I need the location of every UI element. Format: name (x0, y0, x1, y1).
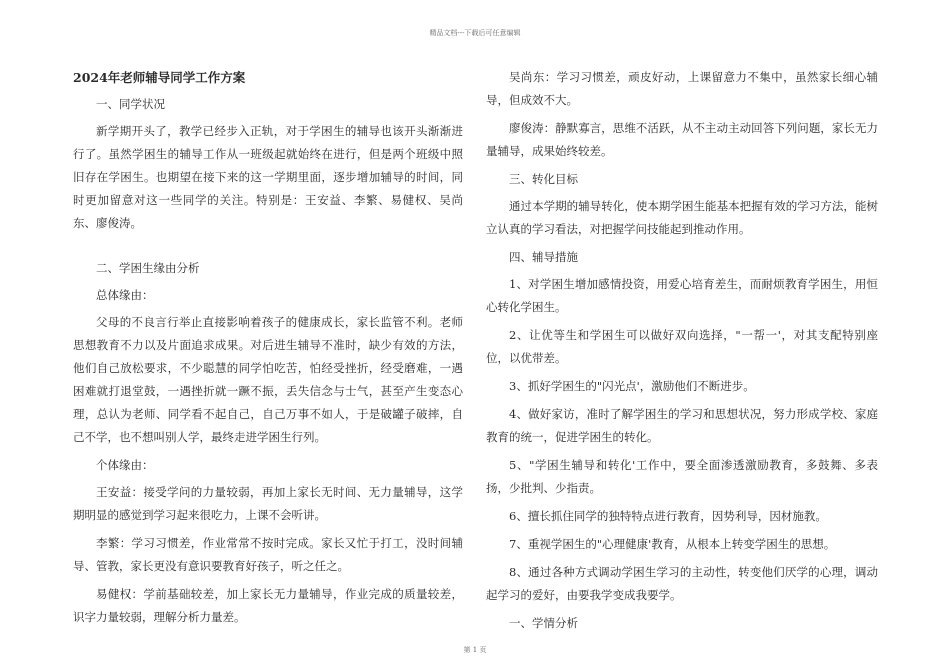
paragraph-goal: 通过本学期的辅导转化，使本期学困生能基本把握有效的学习方法，能树立认真的学习看法，对把握学问技能起到推动作用。 (486, 199, 878, 236)
paragraph-intro: 新学期开头了，教学已经步入正轨，对于学困生的辅导也该开头渐渐进行了。虽然学困生的辅导工作从一班级起就始终在进行，但是两个班级中照旧存在学困生。也期望在接下来的这一学期里面，逐步增加辅导的时间，同时更加留意对这一些同学的关注。特别是：王安益、李繁、易健权、吴尚东、廖俊涛。 (73, 124, 463, 230)
section-heading-goal: 三、转化目标 (509, 172, 578, 186)
paragraph-student-li: 李繁：学习习惯差，作业常常不按时完成。家长又忙于打工，没时间辅导、管教，家长更没有意识要教育好孩子，听之任之。 (73, 536, 463, 573)
section-heading-cause-analysis: 二、学困生缘由分析 (96, 261, 200, 275)
page-header: 精品文档---下载后可任意编辑 (429, 29, 521, 37)
measure-item-3: 3、抓好学困生的"闪光点'，激励他们不断进步。 (509, 379, 755, 393)
paragraph-student-wu: 吴尚东：学习习惯差，顽皮好动，上课留意力不集中，虽然家长细心辅导，但成效不大。 (486, 70, 878, 107)
subheading-overall-cause: 总体缘由： (96, 288, 154, 302)
section-heading-student-status: 一、同学状况 (96, 97, 165, 111)
section-heading-learning-analysis: 一、学情分析 (509, 616, 578, 630)
paragraph-student-yi: 易健权：学前基础较差，加上家长无力量辅导，作业完成的质量较差，识字力量较弱，理解分析力量差。 (73, 587, 463, 624)
section-heading-measures: 四、辅导措施 (509, 250, 578, 264)
left-column (73, 66, 463, 634)
measure-item-4: 4、做好家访，准时了解学困生的学习和思想状况，努力形成学校、家庭教育的统一，促进学困生的转化。 (486, 407, 878, 444)
measure-item-8: 8、通过各种方式调动学困生学习的主动性，转变他们厌学的心理，调动起学习的爱好，由要我学变成我要学。 (486, 565, 878, 602)
right-column (486, 66, 878, 639)
measure-item-5: 5、"学困生辅导和转化'工作中，要全面渗透激励教育，多鼓舞、多表扬，少批判、少指责。 (486, 458, 878, 495)
paragraph-overall-cause: 父母的不良言行举止直接影响着孩子的健康成长，家长监管不利。老师思想教育不力以及片面追求成果。对后进生辅导不准时，缺少有效的方法，他们自己放松要求，不少聪慧的同学怕吃苦，怕经受挫折，经受磨难，一遇困难就打退堂鼓，一遇挫折就一蹶不振，丢失信念与士气，甚至产生变态心理，总认为老师、同学看不起自己，自己万事不如人，于是破罐子破摔，自己不学，也不想叫别人学，最终走进学困生行列。 (73, 315, 463, 444)
measure-item-7: 7、重视学困生的"心理健康'教育，从根本上转变学困生的思想。 (509, 537, 836, 551)
measure-item-2: 2、让优等生和学困生可以做好双向选择，"一帮一'，对其支配特别座位，以优带差。 (486, 328, 878, 365)
measure-item-1: 1、对学困生增加感情投资，用爱心培育差生，而耐烦教育学困生，用恒心转化学困生。 (486, 277, 878, 314)
document-title: 2024年老师辅导同学工作方案 (73, 70, 246, 85)
page-footer: 第 1 页 (463, 646, 487, 654)
subheading-individual-cause: 个体缘由： (96, 458, 154, 472)
paragraph-student-liao: 廖俊涛：静默寡言，思维不活跃，从不主动主动回答下列问题，家长无力量辅导，成果始终较差。 (486, 121, 878, 158)
measure-item-6: 6、擅长抓住同学的独特特点进行教育，因势利导，因材施教。 (509, 509, 827, 523)
paragraph-student-wang: 王安益：接受学问的力量较弱，再加上家长无时间、无力量辅导，这学期明显的感觉到学习起来很吃力，上课不会听讲。 (73, 485, 463, 522)
